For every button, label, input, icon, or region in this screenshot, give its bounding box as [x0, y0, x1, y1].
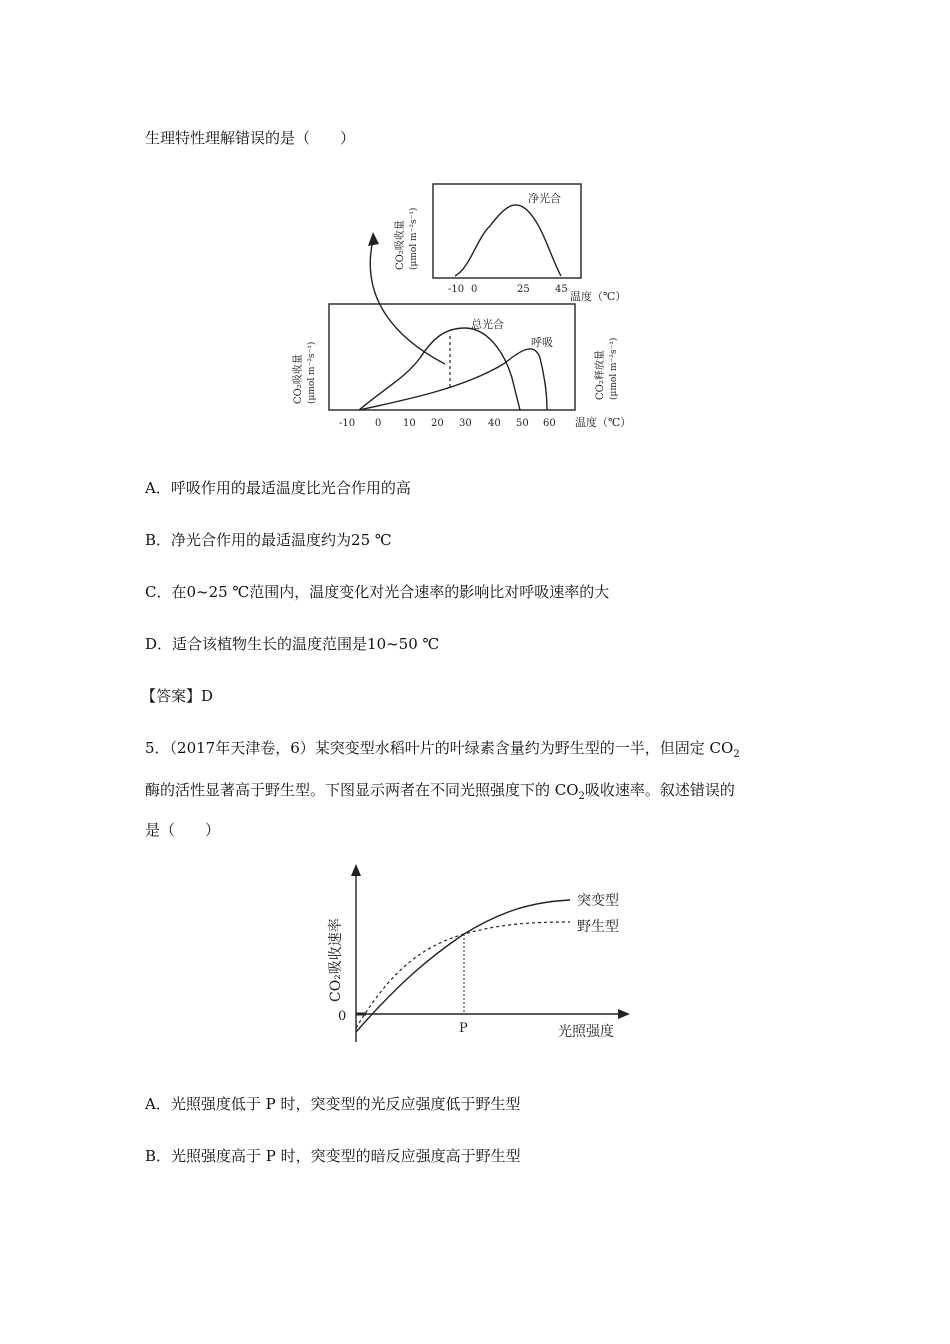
temperature-figure [285, 178, 645, 438]
top-xtick: 45 [555, 284, 568, 295]
bottom-yunit-right: (μmol m⁻²s⁻¹) [609, 337, 619, 400]
arrow-head [368, 232, 379, 246]
q5-stem-line1: 5．（2017年天津卷，6）某突变型水稻叶片的叶绿素含量约为野生型的一半，但固定 $CO_2$ [145, 739, 740, 760]
q5-option-b: B．光照强度高于 P 时，突变型的暗反应强度高于野生型 [145, 1147, 521, 1165]
top-xlabel: 温度（℃） [570, 290, 627, 303]
q5-option-a: A．光照强度低于 P 时，突变型的光反应强度低于野生型 [145, 1095, 521, 1113]
net-photosynthesis-label: 净光合 [528, 192, 561, 205]
bottom-ylabel-left: CO₂吸收量 [293, 354, 304, 404]
bottom-xtick: 60 [543, 418, 556, 429]
respiration-label: 呼吸 [531, 336, 553, 349]
link-arrow [370, 240, 445, 364]
bottom-xtick: 20 [431, 418, 444, 429]
wild-curve [356, 922, 570, 1028]
bottom-xtick: 30 [459, 418, 472, 429]
bottom-xtick: 10 [403, 418, 416, 429]
xlabel: 光照强度 [558, 1024, 614, 1040]
bottom-xtick: 0 [375, 418, 382, 429]
top-xtick: -10 [448, 284, 465, 295]
bottom-xtick: 40 [488, 418, 501, 429]
respiration-curve [359, 349, 547, 410]
ylabel: CO₂吸收速率 [328, 918, 344, 1002]
gross-respiration-panel [291, 304, 631, 429]
bottom-xtick: -10 [339, 418, 356, 429]
option-d: D．适合该植物生长的温度范围是10~50 ℃ [145, 635, 440, 653]
option-c: C．在0~25 ℃范围内，温度变化对光合速率的影响比对呼吸速率的大 [145, 583, 610, 601]
mutant-curve [356, 900, 570, 1032]
net-photosynthesis-curve [455, 205, 561, 276]
option-a: A．呼吸作用的最适温度比光合作用的高 [145, 479, 411, 497]
bottom-xtick: 50 [516, 418, 529, 429]
bottom-yunit-left: (μmol m⁻²s⁻¹) [307, 341, 317, 404]
origin-label: 0 [338, 1009, 347, 1024]
gross-label: 总光合 [471, 318, 504, 331]
answer: 【答案】D [141, 687, 214, 705]
top-xtick: 25 [517, 284, 530, 295]
y-axis-arrow [351, 864, 361, 876]
mutant-label: 突变型 [577, 893, 619, 909]
q5-stem-line3: 是（ ） [145, 821, 221, 839]
top-yunit: (μmol m⁻²s⁻¹) [409, 207, 419, 270]
top-xtick: 0 [471, 284, 478, 295]
p-label: P [459, 1021, 468, 1036]
bottom-xlabel: 温度（℃） [575, 416, 632, 429]
q5-stem-line2: 酶的活性显著高于野生型。下图显示两者在不同光照强度下的 $CO_2$吸收速率。叙述错误的 [145, 781, 735, 802]
wild-label: 野生型 [577, 919, 619, 935]
net-photosynthesis-panel [393, 184, 626, 303]
top-ylabel: CO₂吸收量 [395, 220, 406, 270]
bottom-ylabel-right: CO₂释放量 [595, 350, 606, 400]
light-figure [320, 862, 640, 1048]
option-b: B．净光合作用的最适温度约为25 ℃ [145, 531, 392, 549]
x-axis-arrow [618, 1009, 630, 1019]
question-stem: 生理特性理解错误的是（ ） [145, 129, 356, 147]
